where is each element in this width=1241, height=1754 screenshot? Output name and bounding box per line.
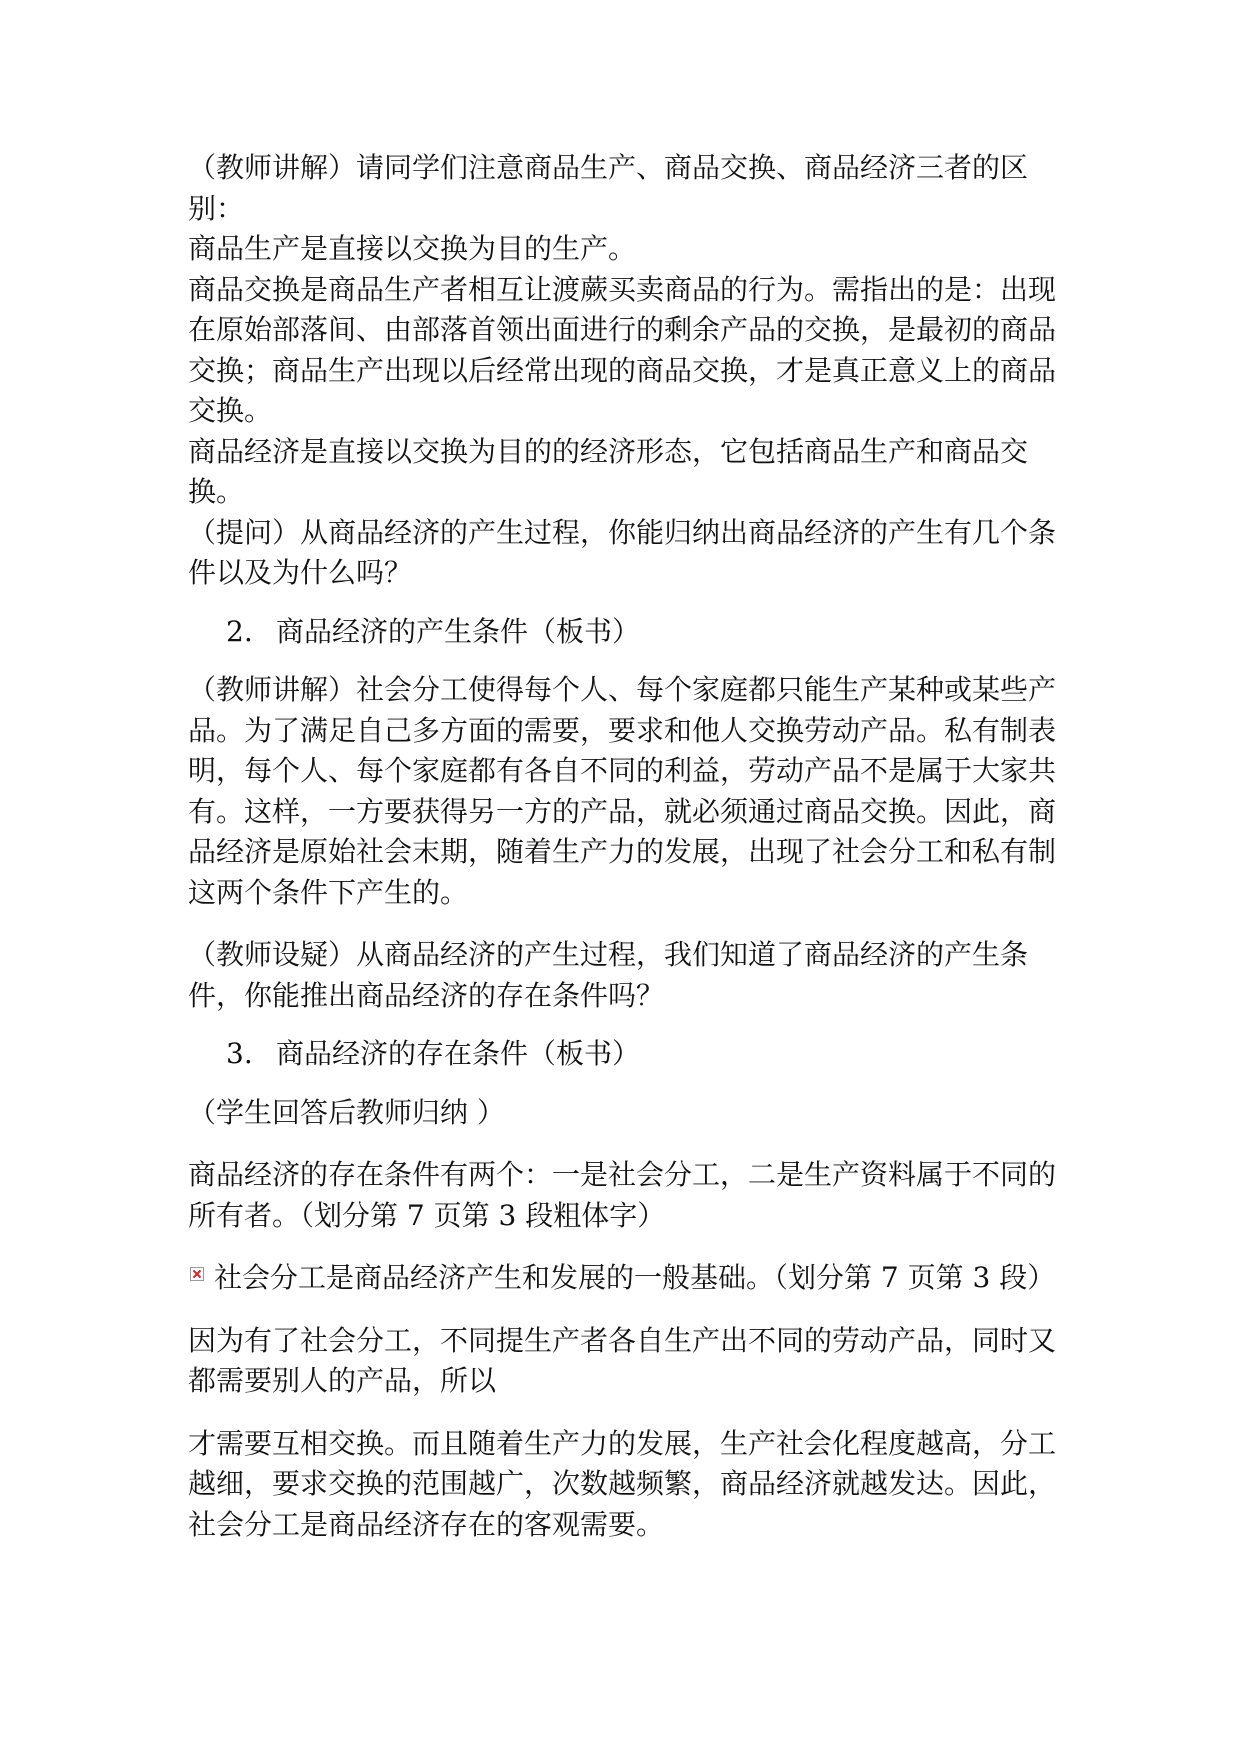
heading-text: 商品经济的存在条件（板书） xyxy=(276,1037,641,1070)
paragraph-social-division xyxy=(188,1258,1068,1299)
paragraph-social-division-text: 社会分工是商品经济产生和发展的一般基础。（划分第 7 页第 3 段） xyxy=(214,1261,1056,1294)
document-page xyxy=(188,148,1068,1545)
heading-text: 商品经济的产生条件（板书） xyxy=(276,614,641,648)
paragraph-teacher-question: （教师设疑）从商品经济的产生过程，我们知道了商品经济的产生条件，你能推出商品经济的存在条件吗？ xyxy=(188,938,1029,1012)
paragraph-existence-conditions: 商品经济的存在条件有两个：一是社会分工，二是生产资料属于不同的所有者。（划分第 7 页第 3 段粗体字） xyxy=(188,1158,1057,1232)
paragraph-distinction-intro: （教师讲解）请同学们注意商品生产、商品交换、商品经济三者的区别： xyxy=(188,151,1029,225)
paragraph-commodity-exchange: 商品交换是商品生产者相互让渡蕨买卖商品的行为。需指出的是：出现在原始部落间、由部落首领出面进行的剩余产品的交换，是最初的商品交换；商品生产出现以后经常出现的商品交换，才是真正意义上的商品交换。 xyxy=(188,272,1057,427)
heading-number: 2. xyxy=(226,614,253,648)
paragraph-commodity-economy: 商品经济是直接以交换为目的的经济形态，它包括商品生产和商品交换。 xyxy=(188,434,1029,508)
paragraph-question: （提问）从商品经济的产生过程，你能归纳出商品经济的产生有几个条件以及为什么吗？ xyxy=(188,515,1057,589)
heading-existence-conditions xyxy=(188,1034,1068,1075)
paragraph-teacher-explanation: （教师讲解）社会分工使得每个人、每个家庭都只能生产某种或某些产品。为了满足自己多方面的需要，要求和他人交换劳动产品。私有制表明，每个人、每个家庭都有各自不同的利益，劳动产品不是属于大家共有。这样，一方要获得另一方的产品，就必须通过商品交换。因此，商品经济是原始社会末期，随着生产力的发展，出现了社会分工和私有制这两个条件下产生的。 xyxy=(188,673,1057,909)
paragraph-student-answer: （学生回答后教师归纳 ） xyxy=(188,1095,505,1129)
paragraph-reason: 因为有了社会分工，不同提生产者各自生产出不同的劳动产品，同时又都需要别人的产品，所以 xyxy=(188,1323,1057,1397)
heading-origin-conditions xyxy=(188,612,1068,653)
broken-image-icon xyxy=(190,1267,204,1281)
paragraph-conclusion: 才需要互相交换。而且随着生产力的发展，生产社会化程度越高，分工越细，要求交换的范围越广，次数越频繁，商品经济就越发达。因此，社会分工是商品经济存在的客观需要。 xyxy=(188,1426,1057,1541)
paragraph-commodity-production: 商品生产是直接以交换为目的生产。 xyxy=(188,232,637,265)
heading-number: 3. xyxy=(226,1037,253,1070)
